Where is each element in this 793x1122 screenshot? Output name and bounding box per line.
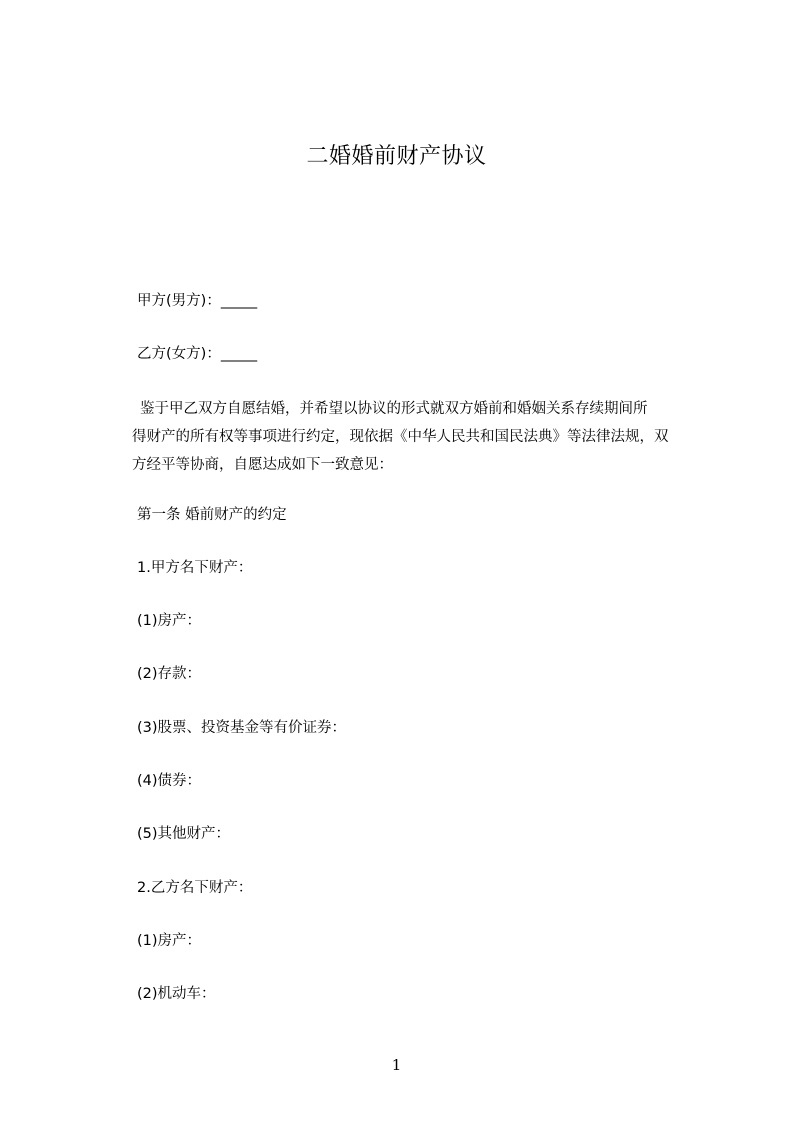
preamble-line-3: 方经平等协商，自愿达成如下一致意见： xyxy=(132,457,393,473)
document-title: 二婚婚前财产协议 xyxy=(306,144,487,169)
section-a-heading: 1.甲方名下财产： xyxy=(137,560,253,576)
section-a-item-4: (4)债券： xyxy=(137,773,202,789)
section-b-item-2: (2)机动车： xyxy=(137,986,216,1002)
section-b-item-1: (1)房产： xyxy=(137,933,202,949)
preamble-paragraph xyxy=(134,395,706,479)
section-a-item-5: (5)其他财产： xyxy=(137,826,231,842)
article-1-heading: 第一条 婚前财产的约定 xyxy=(137,507,287,523)
section-a-item-1: (1)房产： xyxy=(137,613,202,629)
page-number: 1 xyxy=(391,1056,402,1074)
party-a-line: 甲方(男方)：_____ xyxy=(137,293,258,309)
section-a-item-3: (3)股票、投资基金等有价证券： xyxy=(137,720,347,736)
preamble-line-2: 得财产的所有权等事项进行约定，现依据《中华人民共和国民法典》等法律法规，双 xyxy=(132,429,669,445)
section-b-heading: 2.乙方名下财产： xyxy=(137,880,253,896)
preamble-line-1: 鉴于甲乙双方自愿结婚，并希望以协议的形式就双方婚前和婚姻关系存续期间所 xyxy=(140,401,648,417)
section-a-item-2: (2)存款： xyxy=(137,666,202,682)
party-b-line: 乙方(女方)：_____ xyxy=(137,346,258,362)
